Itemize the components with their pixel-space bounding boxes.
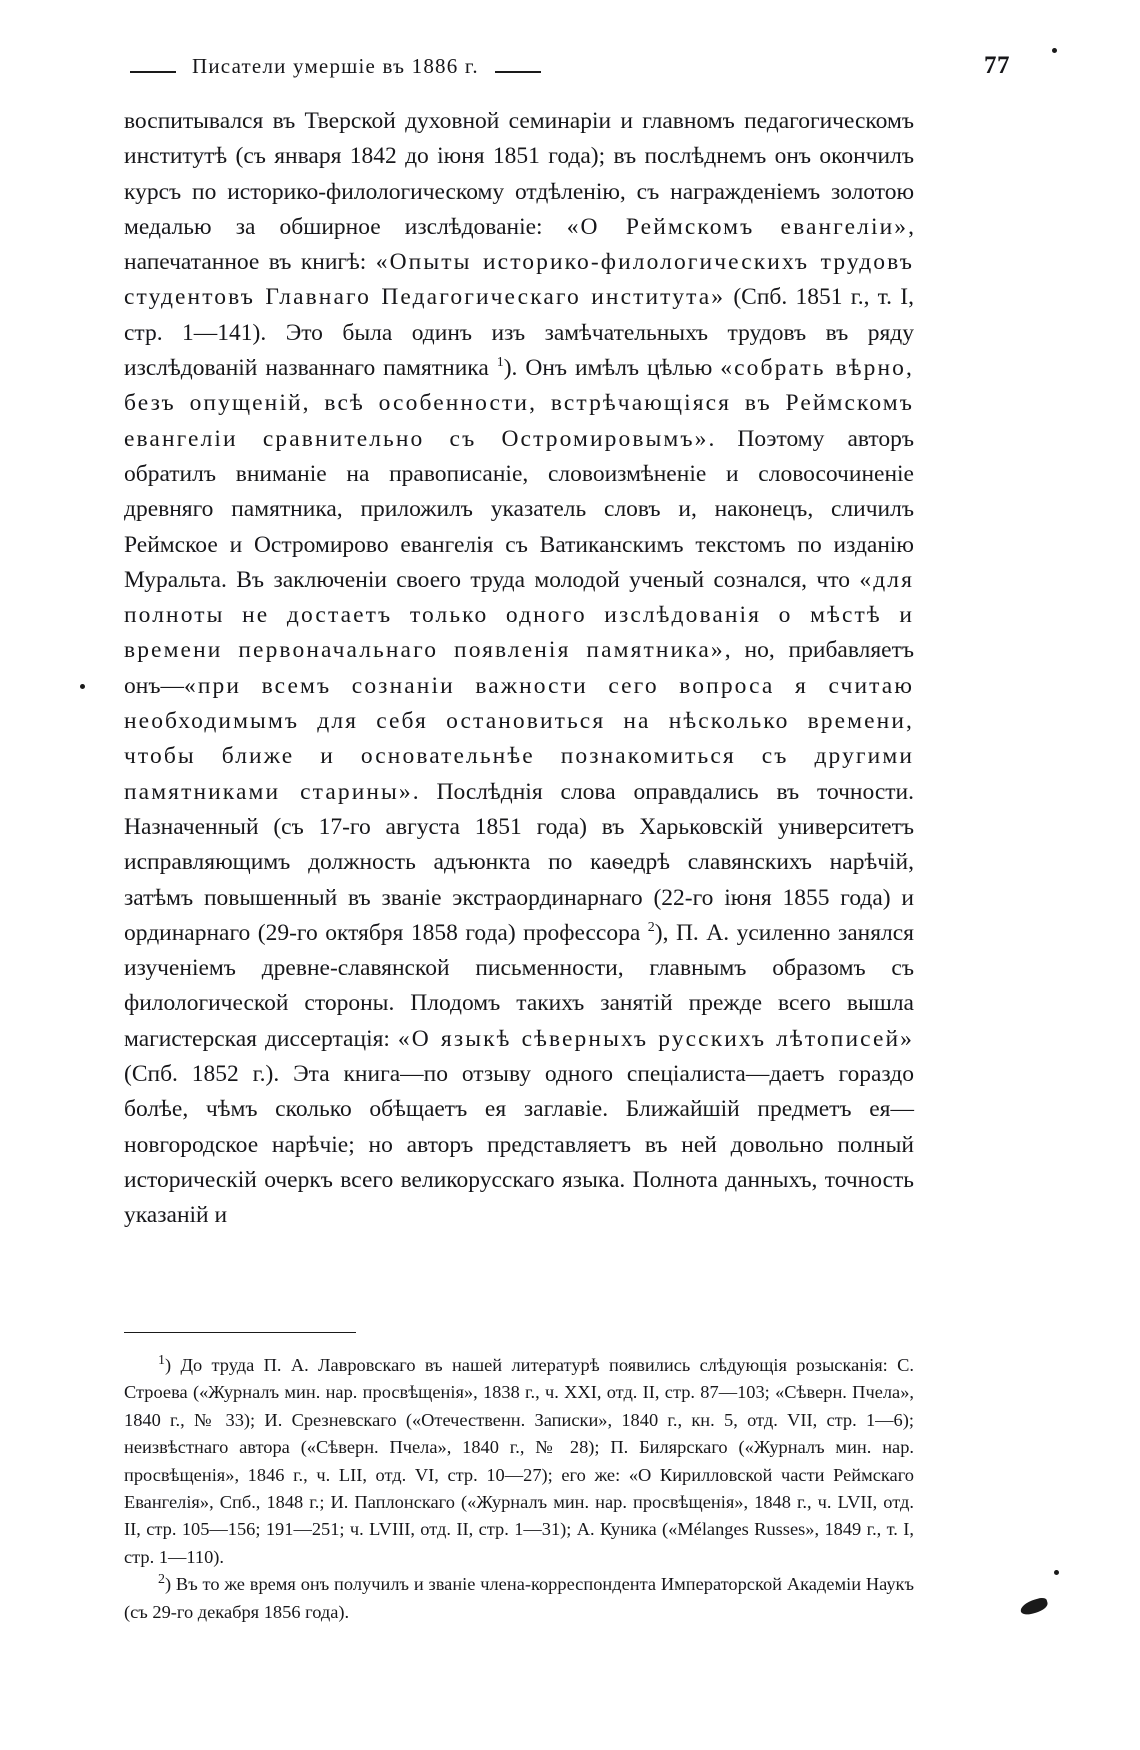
header-rule-right: [495, 71, 541, 73]
running-head-title: Писатели умершіе въ 1886 г.: [192, 54, 479, 78]
page-speck-bottom-right: [1054, 1570, 1059, 1575]
main-paragraph: воспитывался въ Тверской духовной семинаріи и главномъ педагогическомъ институтѣ (съ января 1842 до іюня 1851 года); въ послѣднемъ онъ окончилъ курсъ по историко-филологическому отдѣленію, съ награжденіемъ золотою медалью за обширное изслѣдованіе: «О Реймскомъ евангеліи», напечатанное въ книгѣ: «Опыты историко-филологическихъ трудовъ студентовъ Главнаго Педагогическаго института» (Спб. 1851 г., т. I, стр. 1—141). Это была одинъ изъ замѣчательныхъ трудовъ въ ряду изслѣдованій названнаго памятника $^1$). Онъ имѣлъ цѣлью «собрать вѣрно, безъ опущеній, всѣ особенности, встрѣчающіяся въ Реймскомъ евангеліи сравнительно съ Остромировымъ». Поэтому авторъ обратилъ вниманіе на правописаніе, словоизмѣненіе и словосочиненіе древняго памятника, приложилъ указатель словъ и, наконецъ, сличилъ Реймское и Остромирово евангелія съ Ватиканскимъ текстомъ по изданію Муральта. Въ заключеніи своего труда молодой ученый сознался, что «для полноты не достаетъ только одного изслѣдованія о мѣстѣ и времени первоначальнаго появленія памятника», но, прибавляетъ онъ—«при всемъ сознаніи важности сего вопроса я считаю необходимымъ для себя остановиться на нѣсколько времени, чтобы ближе и основательнѣе познакомиться съ другими памятниками старины». Послѣднія слова оправдались въ точности. Назначенный (съ 17-го августа 1851 года) въ Харьковскій университетъ исправляющимъ должность адъюнкта по каѳедрѣ славянскихъ нарѣчій, затѣмъ повышенный въ званіе экстраординарнаго (22-го іюня 1855 года) и ординарнаго (29-го октября 1858 года) профессора $^2$), П. А. усиленно занялся изученіемъ древне-славянской письменности, главнымъ образомъ съ филологической стороны. Плодомъ такихъ занятій прежде всего вышла магистерская диссертація: «О языкѣ сѣверныхъ русскихъ лѣтописей» (Спб. 1852 г.). Эта книга—по отзыву одного спеціалиста—даетъ гораздо болѣе, чѣмъ сколько обѣщаетъ ея заглавіе. Ближайшій предметъ ея—новгородское нарѣчіе; но авторъ представляетъ въ ней довольно полный историческій очеркъ всего великорусскаго языка. Полнота данныхъ, точность указаній и: [124, 108, 915, 1229]
page-number: 77: [984, 52, 1010, 79]
page-speck-left-margin: [80, 684, 85, 689]
page-speck-top-right: [1052, 48, 1057, 53]
header-rule-left: [130, 71, 176, 73]
footnote-item: $^2$) Въ то же время онъ получилъ и званіе члена-корреспондента Императорской Академіи Наукъ (съ 29-го декабря 1856 года).: [124, 1572, 914, 1622]
page-header: [130, 52, 1010, 81]
footnotes-section: [124, 1352, 914, 1626]
ink-blot: [1019, 1596, 1049, 1616]
body-text: [124, 104, 914, 1234]
footnote-separator: [124, 1332, 356, 1333]
footnote-item: $^1$) До труда П. А. Лавровскаго въ нашей литературѣ появились слѣдующія розысканія: С. Строева («Журналъ мин. нар. просвѣщенія», 1838 г., ч. XXI, отд. II, стр. 87—103; «Сѣверн. Пчела», 1840 г., № 33); И. Срезневскаго («Отечественн. Записки», 1840 г., кн. 5, отд. VII, стр. 1—6); неизвѣстнаго автора («Сѣверн. Пчела», 1840 г., № 28); П. Билярскаго («Журналъ мин. нар. просвѣщенія», 1846 г., ч. LII, отд. VI, стр. 10—27); его же: «О Кирилловской части Реймскаго Евангелія», Спб., 1848 г.; И. Паплонскаго («Журналъ мин. нар. просвѣщенія», 1848 г., ч. LVII, отд. II, стр. 105—156; 191—251; ч. LVIII, отд. II, стр. 1—31); А. Куника («Mélanges Russes», 1849 г., т. I, стр. 1—110).: [124, 1352, 914, 1567]
